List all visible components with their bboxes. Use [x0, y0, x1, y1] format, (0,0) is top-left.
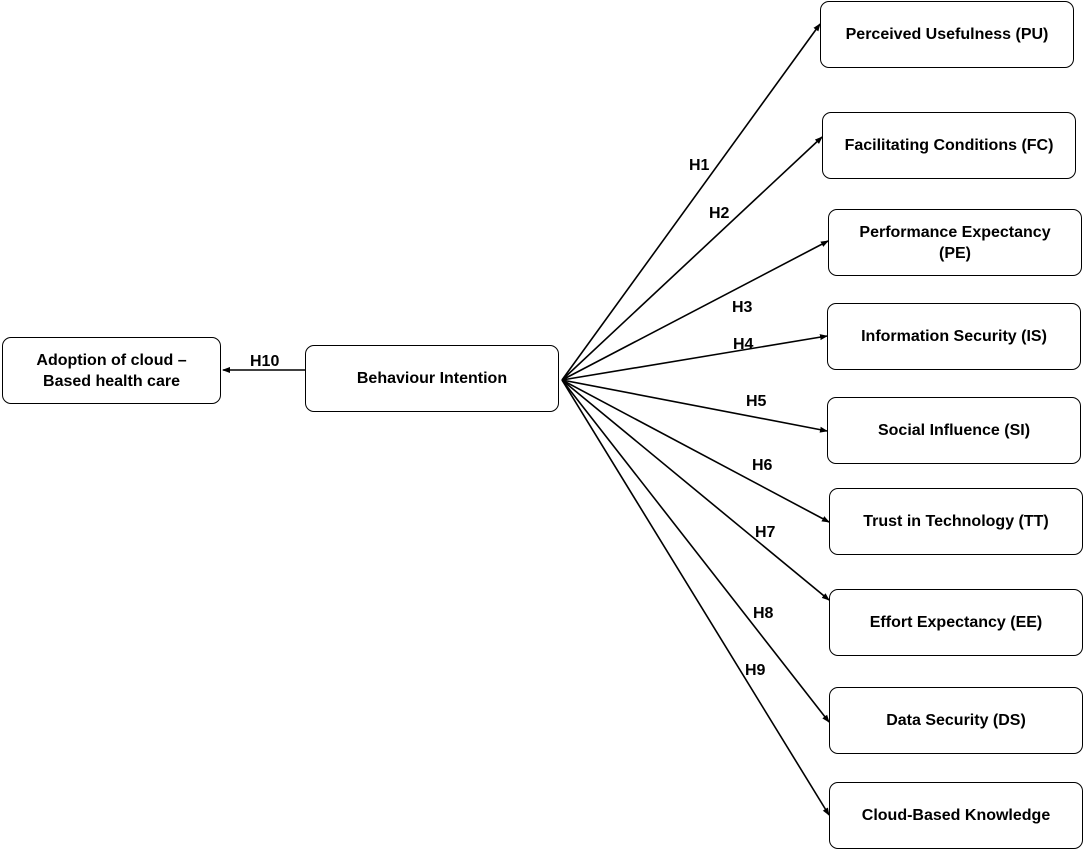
- edge-label-h2: H2: [709, 205, 730, 222]
- edge-label-h7: H7: [755, 524, 776, 541]
- edge-label-h9: H9: [745, 662, 766, 679]
- node-perceived-usefulness: Perceived Usefulness (PU): [820, 1, 1074, 68]
- node-data-security: Data Security (DS): [829, 687, 1083, 754]
- edge-label-h3: H3: [732, 299, 753, 316]
- node-cloud-based-knowledge: Cloud-Based Knowledge: [829, 782, 1083, 849]
- node-behaviour-intention: Behaviour Intention: [305, 345, 559, 412]
- edge-arrow-h1: [562, 24, 820, 380]
- edge-label-h6: H6: [752, 457, 773, 474]
- node-facilitating-conditions: Facilitating Conditions (FC): [822, 112, 1076, 179]
- edge-arrow-h7: [562, 380, 829, 600]
- edge-arrow-h3: [562, 241, 828, 380]
- edge-label-h4: H4: [733, 336, 754, 353]
- edge-arrow-h8: [562, 380, 829, 722]
- edge-arrow-h5: [562, 380, 827, 431]
- edge-label-h8: H8: [753, 605, 774, 622]
- node-trust-in-technology: Trust in Technology (TT): [829, 488, 1083, 555]
- node-information-security: Information Security (IS): [827, 303, 1081, 370]
- node-social-influence: Social Influence (SI): [827, 397, 1081, 464]
- node-performance-expectancy: Performance Expectancy (PE): [828, 209, 1082, 276]
- edge-label-h10: H10: [250, 353, 280, 370]
- edge-label-h5: H5: [746, 393, 767, 410]
- edge-label-h1: H1: [689, 157, 710, 174]
- edge-arrow-h9: [562, 380, 829, 815]
- edge-arrow-h6: [562, 380, 829, 522]
- node-effort-expectancy: Effort Expectancy (EE): [829, 589, 1083, 656]
- node-adoption: Adoption of cloud – Based health care: [2, 337, 221, 404]
